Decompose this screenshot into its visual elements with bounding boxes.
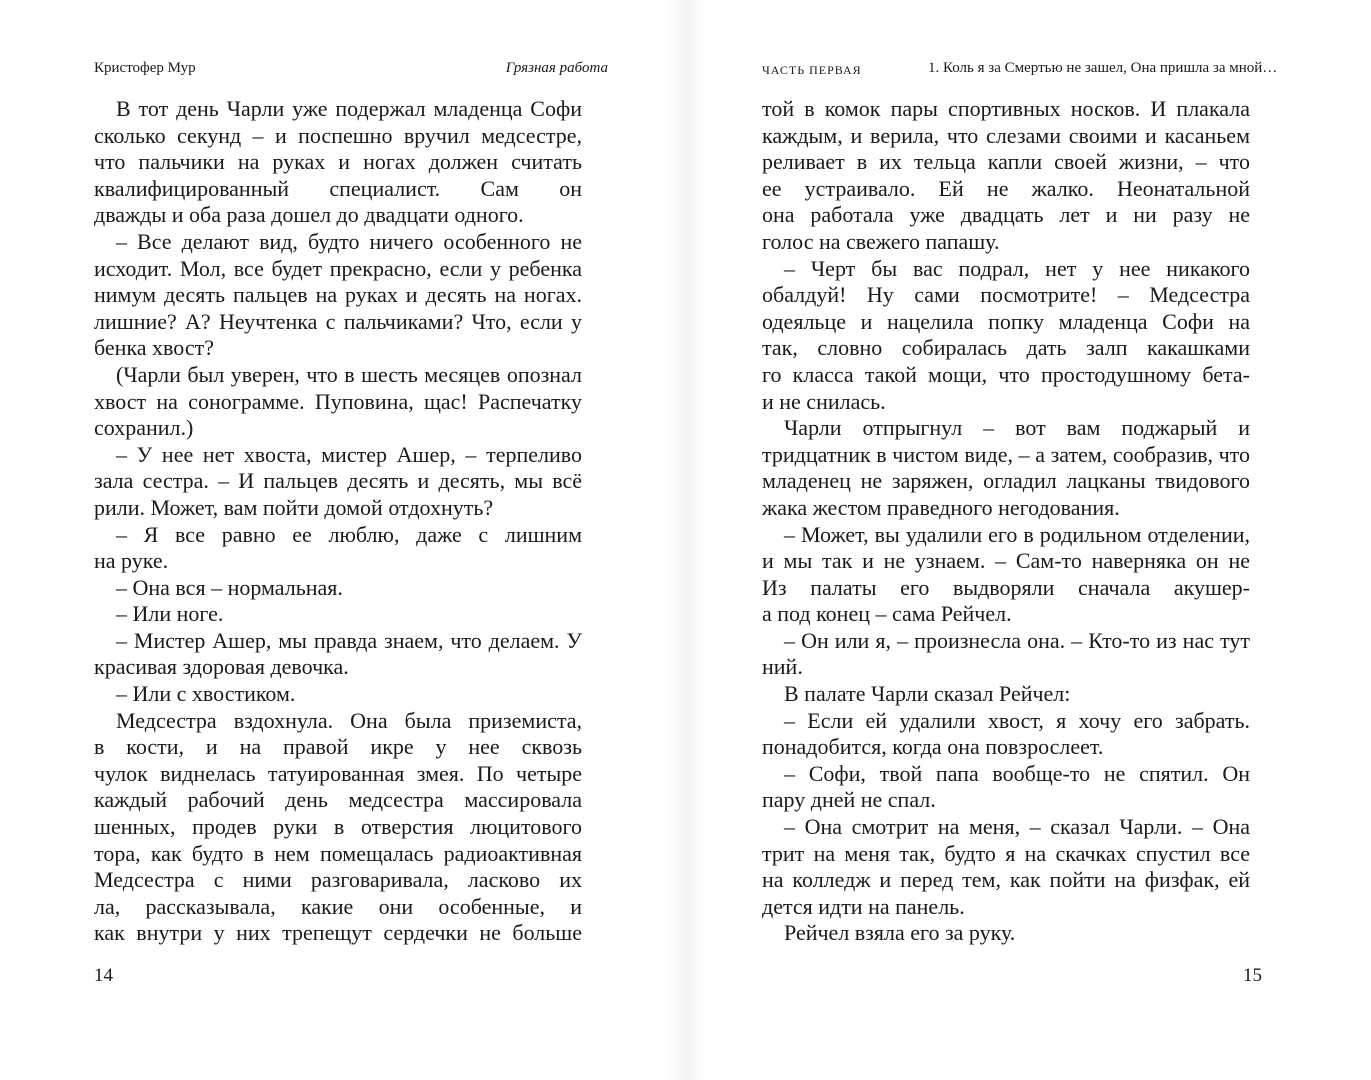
page-number: 14	[94, 965, 113, 986]
text-line: (Чарли был уверен, что в шесть месяцев опознал	[116, 361, 582, 387]
text-line: как внутри у них трепещут сердечки не больше	[94, 920, 582, 946]
text-line: одеяльце и нацелила попку младенца Софи на	[762, 308, 1250, 334]
text-line: хвост на сонограмме. Пуповина, щас! Распечатку	[94, 388, 582, 414]
text-line: Из палаты его выдворяли сначала акушер-	[762, 574, 1250, 600]
text-line: понадобится, когда она повзрослеет.	[762, 734, 1104, 760]
text-line: реливает в их тельца капли своей жизни, – что	[762, 149, 1250, 175]
text-line: что пальчики на руках и ногах должен считать	[94, 149, 582, 175]
text-line: Чарли отпрыгнул – вот вам поджарый и	[784, 415, 1250, 441]
text-line: ее устраивало. Ей не жалко. Неонатальной	[762, 175, 1250, 201]
text-line: Медсестра с ними разговаривала, ласково их	[94, 867, 582, 893]
text-line: Медсестра вздохнула. Она была приземиста,	[116, 707, 582, 733]
text-line: – Может, вы удалили его в родильном отделении,	[784, 521, 1250, 547]
text-line: – Все делают вид, будто ничего особенного не	[116, 228, 582, 254]
right-page	[686, 0, 1371, 1080]
text-line: В палате Чарли сказал Рейчел:	[784, 681, 1071, 707]
text-line: на руке.	[94, 548, 169, 574]
text-line: дется идти на панель.	[762, 893, 965, 919]
right-page-text	[762, 96, 1250, 947]
running-head-chapter: 1. Коль я за Смертью не зашел, Она пришла за мной…	[928, 60, 1278, 76]
text-line: трит на меня так, будто я на скачках спустил все	[762, 840, 1250, 866]
text-line: – Мистер Ашер, мы правда знаем, что делаем. У	[116, 627, 582, 653]
text-line: жака жестом праведного негодования.	[762, 494, 1120, 520]
text-line: – Если ей удалили хвост, я хочу его забрать.	[784, 707, 1250, 733]
text-line: и не снилась.	[762, 388, 886, 414]
text-line: – Он или я, – произнесла она. – Кто-то из нас тут	[784, 627, 1250, 653]
left-page-text	[94, 96, 582, 947]
running-head-part: ЧАСТЬ ПЕРВАЯ	[762, 63, 862, 77]
running-head-author: Кристофер Мур	[94, 60, 196, 76]
text-line: сколько секунд – и поспешно вручил медсестре,	[94, 122, 582, 148]
text-line: – Я все равно ее люблю, даже с лишним	[116, 521, 582, 547]
text-line: бенка хвост?	[94, 335, 214, 361]
text-line: Рейчел взяла его за руку.	[784, 920, 1016, 946]
text-line: – Черт бы вас подрал, нет у нее никакого	[784, 255, 1250, 281]
page-number: 15	[1243, 965, 1262, 986]
text-line: она работала уже двадцать лет и ни разу не	[762, 202, 1250, 228]
text-line: В тот день Чарли уже подержал младенца Софи	[116, 96, 582, 121]
left-page	[0, 0, 685, 1080]
text-line: – Софи, твой папа вообще-то не спятил. Он	[784, 760, 1250, 786]
text-line: а под конец – сама Рейчел.	[762, 601, 1012, 627]
text-line: рили. Может, вам пойти домой отдохнуть?	[94, 494, 494, 520]
text-line: шенных, продев руки в отверстия люцитового	[94, 814, 582, 840]
text-line: чулок виднелась татуированная змея. По четыре	[94, 760, 582, 786]
text-line: – Или ноге.	[116, 601, 224, 627]
text-line: – Она смотрит на меня, – сказал Чарли. – Она	[784, 814, 1250, 840]
text-line: красивая здоровая девочка.	[94, 654, 349, 680]
text-line: зала сестра. – И пальцев десять и десять, мы всё	[94, 468, 582, 494]
text-line: и мы так и не узнаем. – Сам-то наверняка он не	[762, 548, 1250, 574]
running-head-book-title: Грязная работа	[505, 60, 608, 76]
text-line: обалдуй! Ну сами посмотрите! – Медсестра	[762, 282, 1250, 308]
text-line: так, словно собиралась дать залп какашками	[762, 335, 1250, 361]
text-line: квалифицированный специалист. Сам он	[94, 175, 582, 201]
text-line: на колледж и перед тем, как пойти на физфак, ей	[762, 867, 1250, 893]
text-line: исходит. Мол, все будет прекрасно, если у ребенка	[94, 255, 582, 281]
text-line: – Или с хвостиком.	[116, 681, 296, 707]
text-line: пару дней не спал.	[762, 787, 936, 813]
text-line: нимум десять пальцев на руках и десять на ногах.	[94, 282, 582, 308]
text-line: младенец не заряжен, огладил лацканы твидового	[762, 468, 1250, 494]
text-line: той в комок пары спортивных носков. И плакала	[762, 96, 1250, 121]
text-line: каждый рабочий день медсестра массировала	[94, 787, 582, 813]
text-line: – Она вся – нормальная.	[116, 574, 343, 600]
text-line: в кости, и на правой икре у нее сквозь	[94, 734, 582, 760]
text-line: го класса такой мощи, что простодушному бета-	[762, 361, 1250, 387]
text-line: – У нее нет хвоста, мистер Ашер, – терпеливо	[116, 441, 582, 467]
text-line: тридцатник в чистом виде, – а затем, сообразив, что	[762, 441, 1250, 467]
text-line: каждым, и верила, что слезами своими и касаньем	[762, 122, 1250, 148]
text-line: лишние? А? Неучтенка с пальчиками? Что, если у	[94, 308, 582, 334]
text-line: ла, рассказывала, какие они особенные, и	[94, 893, 582, 919]
text-line: тора, как будто в нем помещалась радиоактивная	[94, 840, 582, 866]
text-line: ний.	[762, 654, 803, 680]
text-line: голос на свежего папашу.	[762, 228, 1000, 254]
text-line: сохранил.)	[94, 415, 194, 441]
text-line: дважды и оба раза дошел до двадцати одного.	[94, 202, 524, 228]
